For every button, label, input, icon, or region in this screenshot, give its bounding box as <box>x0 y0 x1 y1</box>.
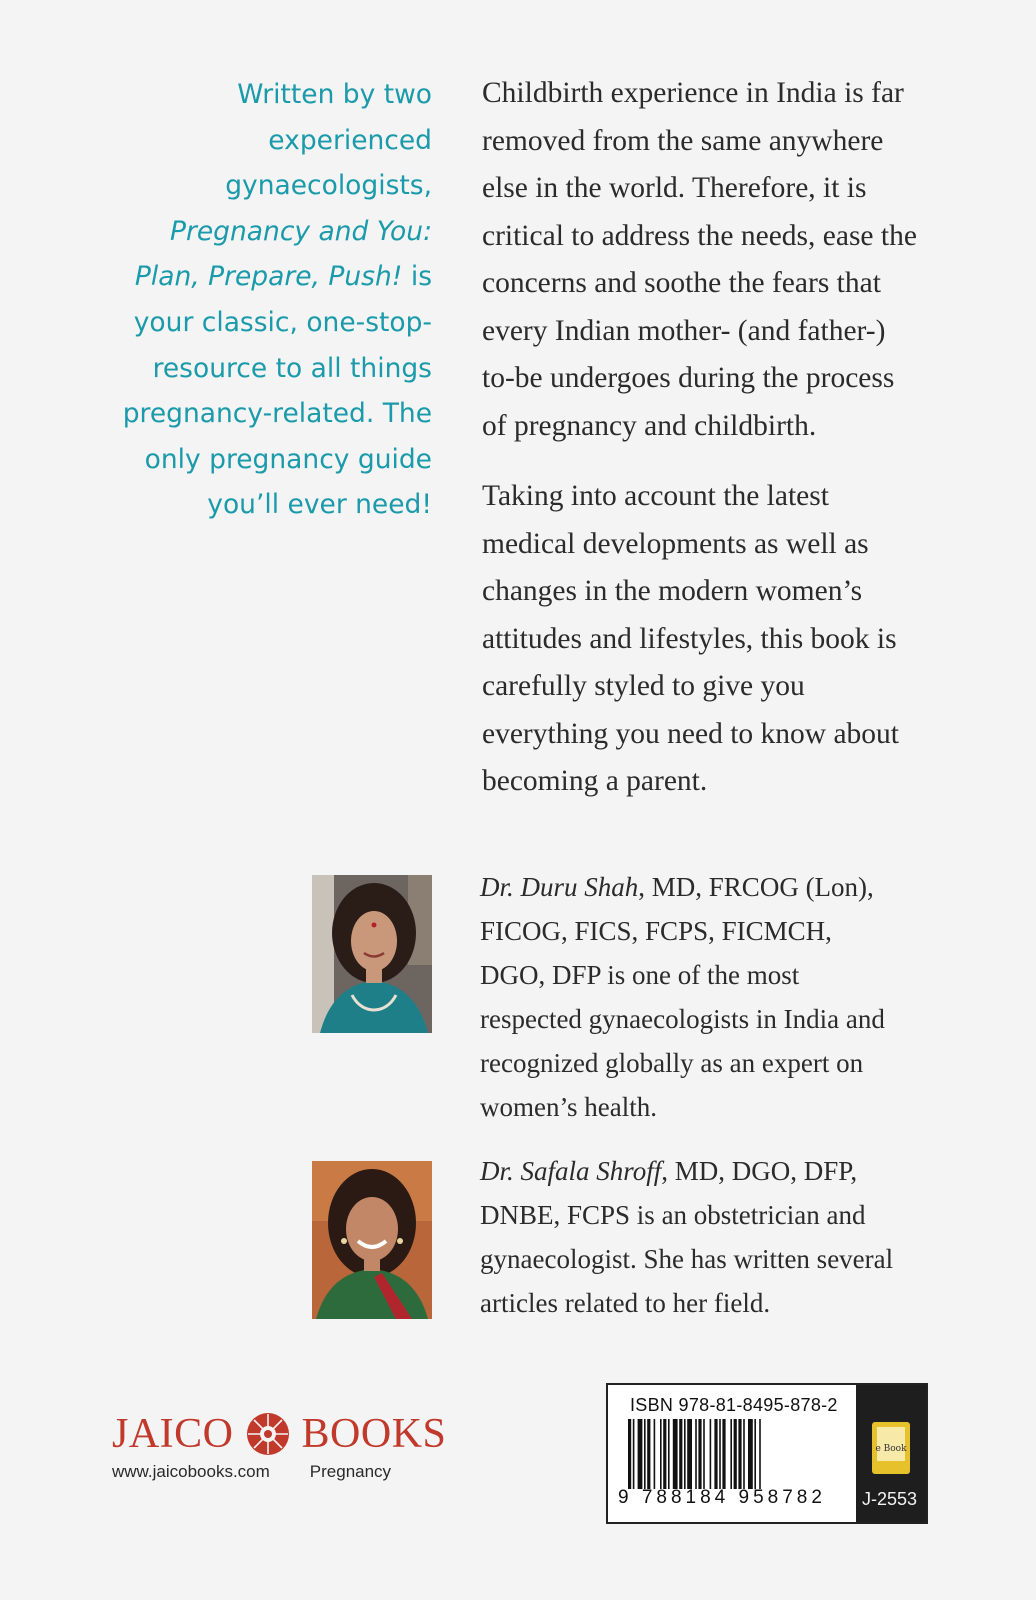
barcode-bar <box>679 1419 682 1489</box>
blurb-line: pregnancy-related. The <box>122 398 432 430</box>
portrait-image <box>312 875 432 1033</box>
desc-line: else in the world. Therefore, it is <box>482 172 867 204</box>
author-name: Dr. Duru Shah <box>480 872 639 902</box>
blurb-line: gynaecologists, <box>225 170 432 202</box>
barcode-bar <box>647 1419 650 1489</box>
barcode-bar <box>703 1419 705 1489</box>
desc-line: of pregnancy and childbirth. <box>482 409 817 442</box>
barcode-bar <box>687 1419 692 1489</box>
barcode-bar <box>668 1419 670 1489</box>
barcode-bar <box>628 1419 631 1489</box>
barcode-bar <box>663 1419 666 1489</box>
blurb-line: experienced <box>268 124 432 156</box>
barcode-bar <box>734 1419 737 1489</box>
publisher-brand <box>112 1410 446 1458</box>
desc-line: removed from the same anywhere <box>482 124 884 157</box>
barcode-bar <box>738 1419 741 1489</box>
cover-blurb <box>110 72 432 528</box>
author-bio-line: FICOG, FICS, FCPS, FICMCH, <box>480 916 832 946</box>
isbn-barcode-box <box>606 1383 928 1524</box>
author-bio-line: DGO, DFP is one of the most <box>480 960 800 990</box>
chakra-icon <box>244 1410 292 1458</box>
desc-line: medical developments as well as <box>482 527 869 560</box>
desc-line: changes in the modern women’s <box>482 575 863 607</box>
author-bio-line: gynaecologist. She has written several <box>480 1244 894 1274</box>
blurb-line: you’ll ever need! <box>207 489 432 521</box>
barcode-bar <box>660 1419 662 1489</box>
blurb-line: resource to all things <box>152 352 432 384</box>
author-photo-duru-shah <box>312 875 432 1033</box>
author-bio-line: DNBE, FCPS is an obstetrician and <box>480 1200 866 1230</box>
desc-line: attitudes and lifestyles, this book is <box>482 622 897 655</box>
description-paragraph-1 <box>482 70 952 450</box>
blurb-line-title-is <box>110 254 432 300</box>
desc-line: Taking into account the latest <box>482 480 829 512</box>
barcode-bar <box>644 1419 646 1489</box>
author-credentials: , MD, DGO, DFP, <box>661 1156 858 1186</box>
desc-line: becoming a parent. <box>482 765 708 797</box>
blurb-line: Written by two <box>237 79 432 110</box>
barcode-bars <box>628 1419 844 1491</box>
desc-line: every Indian mother- (and father-) <box>482 314 886 347</box>
barcode-bar <box>638 1419 643 1489</box>
author-bio-2 <box>480 1149 940 1325</box>
book-code: J-2553 <box>862 1489 918 1509</box>
barcode-bar <box>654 1419 656 1489</box>
barcode-bar <box>722 1419 725 1489</box>
brand-left: JAICO <box>112 1411 234 1457</box>
desc-line: everything you need to know about <box>482 717 900 750</box>
author-bio-line: recognized globally as an expert on <box>480 1048 864 1078</box>
author-name: Dr. Safala Shroff <box>480 1156 662 1186</box>
isbn-text: ISBN 978-81-8495-878-2 <box>630 1395 838 1415</box>
barcode-digits: 9 788184 958782 <box>618 1487 826 1508</box>
publisher-website: www.jaicobooks.com <box>112 1462 270 1481</box>
book-category: Pregnancy <box>309 1462 392 1481</box>
barcode-bar <box>730 1419 732 1489</box>
barcode-bar <box>754 1419 756 1489</box>
blurb-line: your classic, one-stop- <box>133 306 432 338</box>
barcode-bar <box>719 1419 721 1489</box>
barcode-bar <box>673 1419 678 1489</box>
desc-line: Childbirth experience in India is far <box>482 77 904 109</box>
desc-line: to-be undergoes during the process <box>482 362 895 394</box>
blurb-title-line: Pregnancy and You: <box>170 215 432 247</box>
barcode-bar <box>714 1419 717 1489</box>
author-photo-safala-shroff <box>312 1161 432 1319</box>
author-credentials: , MD, FRCOG (Lon), <box>638 872 874 902</box>
barcode-bar <box>710 1419 712 1489</box>
portrait-image <box>312 1161 432 1319</box>
brand-right: BOOKS <box>301 1411 447 1457</box>
author-bio-line: articles related to her field. <box>480 1288 771 1318</box>
author-bio-1 <box>480 865 940 1129</box>
blurb-is: is <box>402 261 432 293</box>
ebook-icon <box>871 1421 911 1475</box>
ebook-label: e Book <box>875 1444 907 1454</box>
barcode-bar <box>698 1419 701 1489</box>
barcode-bar <box>684 1419 686 1489</box>
desc-line: carefully styled to give you <box>482 670 805 702</box>
publisher-subline <box>112 1462 446 1482</box>
book-description <box>482 70 952 829</box>
barcode-bar <box>759 1419 761 1489</box>
desc-line: critical to address the needs, ease the <box>482 219 917 252</box>
description-paragraph-2 <box>482 473 952 806</box>
desc-line: concerns and soothe the fears that <box>482 267 881 299</box>
author-bio-line: respected gynaecologists in India and <box>480 1004 885 1034</box>
ebook-panel <box>856 1385 926 1522</box>
publisher-logo <box>112 1410 446 1482</box>
barcode-bar <box>748 1419 753 1489</box>
barcode-bar <box>695 1419 697 1489</box>
barcode-bar <box>743 1419 745 1489</box>
barcode-bar <box>633 1419 635 1489</box>
blurb-title-line: Plan, Prepare, Push! <box>134 261 403 293</box>
blurb-line: only pregnancy guide <box>144 443 432 475</box>
author-bio-line: women’s health. <box>480 1092 657 1122</box>
